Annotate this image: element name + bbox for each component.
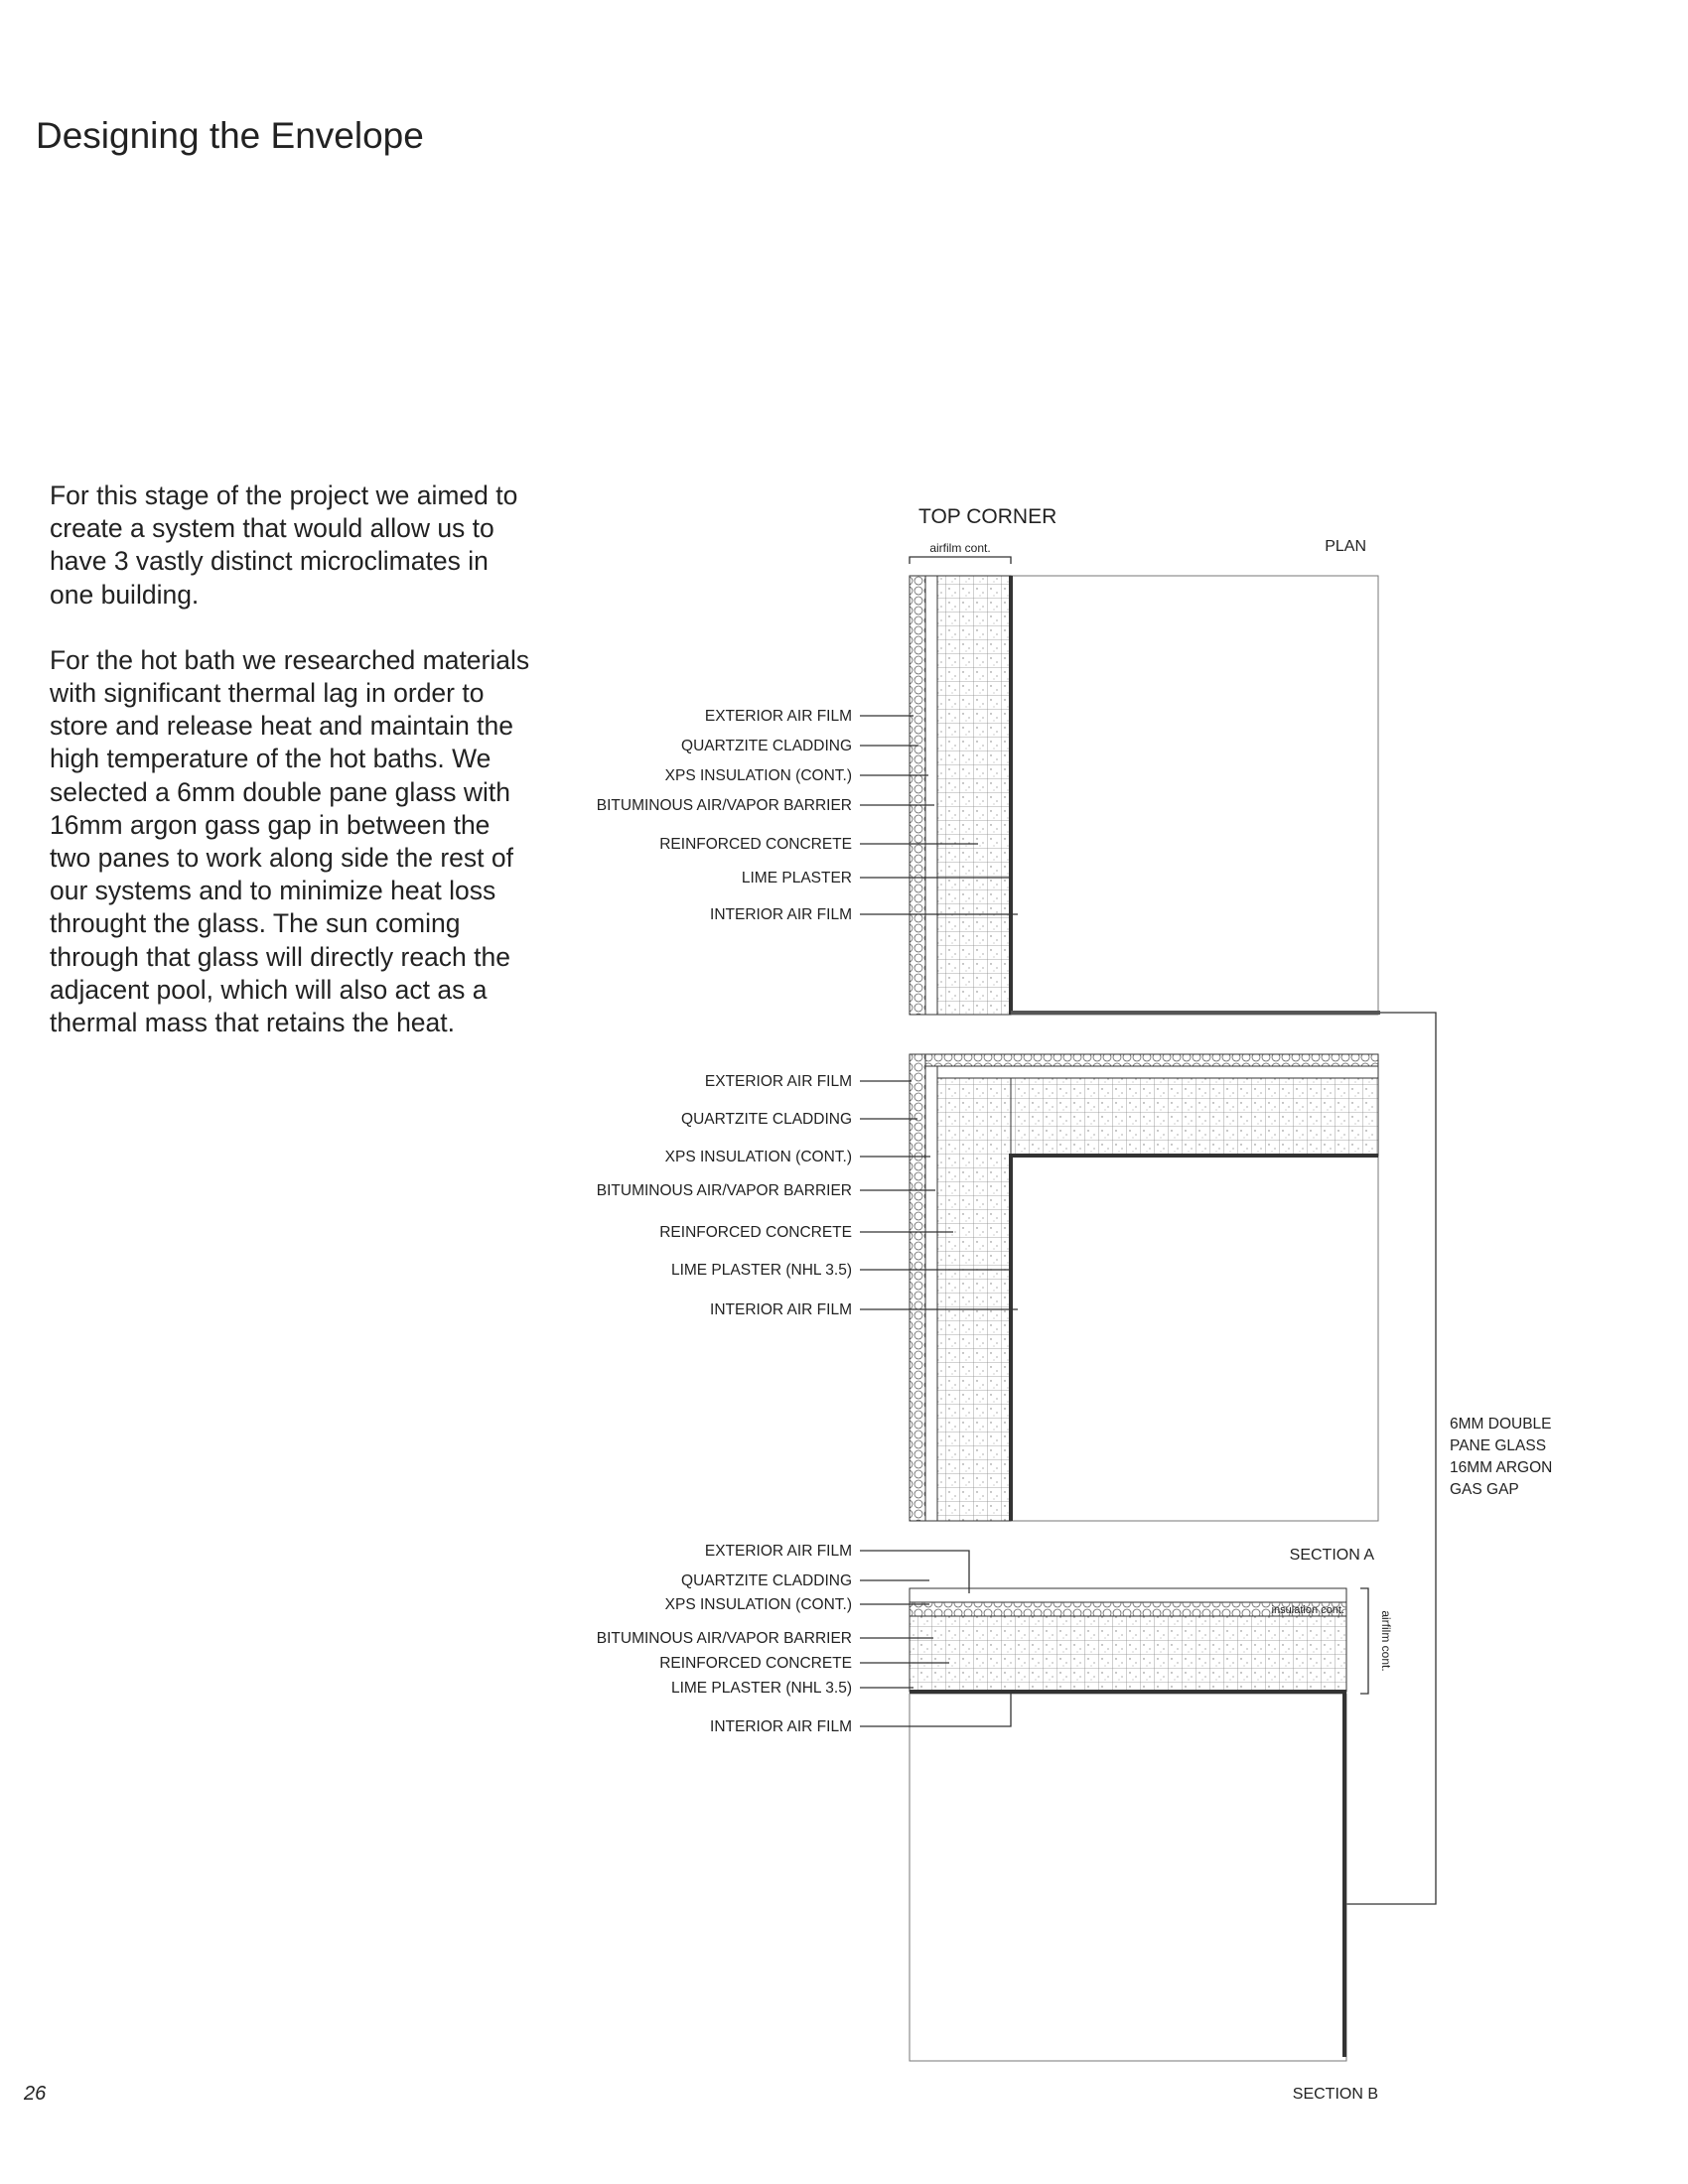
section-b-label-lime-plaster: LIME PLASTER (NHL 3.5)	[670, 1680, 852, 1697]
glass-note-line: 6MM DOUBLE	[1450, 1416, 1552, 1433]
glass-note-line: 16MM ARGON	[1450, 1459, 1553, 1476]
view-name-section-b: SECTION B	[1292, 2086, 1378, 2103]
plan-label-lime-plaster: LIME PLASTER	[741, 870, 852, 887]
section-b-drawing	[910, 1588, 1368, 2061]
glass-note-line: PANE GLASS	[1450, 1437, 1547, 1454]
page-title: Designing the Envelope	[36, 115, 424, 156]
page-number: 26	[24, 2083, 47, 2105]
section-b-label-exterior-air-film: EXTERIOR AIR FILM	[704, 1543, 852, 1560]
view-name-section-a: SECTION A	[1289, 1547, 1374, 1564]
glass-note	[1450, 1414, 1599, 1501]
glass-note-line: GAS GAP	[1450, 1481, 1519, 1498]
section-a-label-reinforced-concrete: REINFORCED CONCRETE	[659, 1224, 852, 1241]
plan-label-air-vapor-barrier: BITUMINOUS AIR/VAPOR BARRIER	[596, 797, 852, 814]
plan-label-reinforced-concrete: REINFORCED CONCRETE	[659, 836, 852, 853]
plan-drawing	[910, 576, 1380, 1015]
plan-label-xps-insulation: XPS INSULATION (CONT.)	[664, 767, 852, 784]
airfilm-label: airfilm cont.	[929, 541, 991, 555]
section-b-label-air-vapor-barrier: BITUMINOUS AIR/VAPOR BARRIER	[596, 1630, 852, 1647]
section-b-label-reinforced-concrete: REINFORCED CONCRETE	[659, 1655, 852, 1672]
section-a-drawing	[910, 1054, 1378, 1521]
airfilm-label-section-b: airfilm cont.	[1379, 1610, 1393, 1672]
section-a-label-air-vapor-barrier: BITUMINOUS AIR/VAPOR BARRIER	[596, 1182, 852, 1199]
section-a-label-lime-plaster: LIME PLASTER (NHL 3.5)	[670, 1262, 852, 1279]
intro-paragraph: For this stage of the project we aimed to create a system that would allow us to have 3 vastly distinct microclimates in one building.	[50, 480, 518, 610]
section-a-label-exterior-air-film: EXTERIOR AIR FILM	[704, 1073, 852, 1090]
intro-paragraph: For the hot bath we researched materials with significant thermal lag in order to store and release heat and maintain the high temperature of the hot baths. We selected a 6mm double pane glass with 16mm argon gass gap in between the two panes to work along side the rest of our systems and to minimize heat loss throught the glass. The sun coming through that glass will directly reach the adjacent pool, which will also act as a thermal mass that retains the heat.	[50, 644, 530, 1038]
section-b-label-interior-air-film: INTERIOR AIR FILM	[710, 1718, 852, 1735]
plan-label-exterior-air-film: EXTERIOR AIR FILM	[704, 708, 852, 725]
diagram-heading: TOP CORNER	[918, 505, 1057, 528]
view-name-plan: PLAN	[1325, 538, 1366, 555]
plan-label-quartzite-cladding: QUARTZITE CLADDING	[681, 738, 852, 754]
insulation-tag: insulation cont.	[1271, 1604, 1344, 1616]
section-b-label-quartzite-cladding: QUARTZITE CLADDING	[681, 1572, 852, 1589]
section-a-label-quartzite-cladding: QUARTZITE CLADDING	[681, 1111, 852, 1128]
plan-label-interior-air-film: INTERIOR AIR FILM	[710, 906, 852, 923]
section-a-label-xps-insulation: XPS INSULATION (CONT.)	[664, 1149, 852, 1165]
section-a-label-interior-air-film: INTERIOR AIR FILM	[710, 1301, 852, 1318]
section-b-label-xps-insulation: XPS INSULATION (CONT.)	[664, 1596, 852, 1613]
